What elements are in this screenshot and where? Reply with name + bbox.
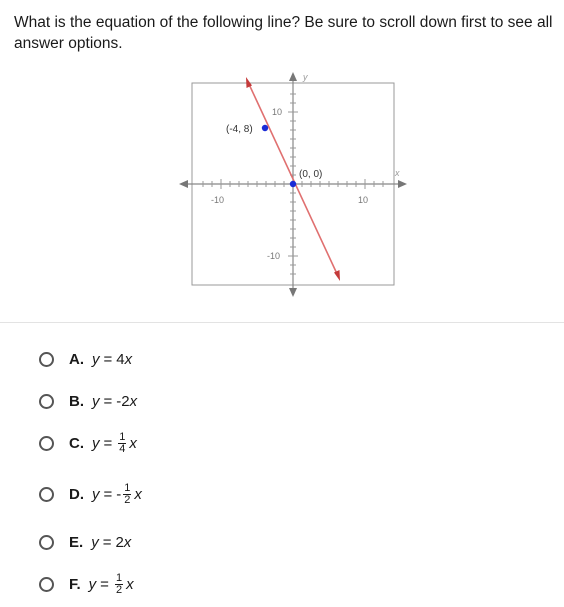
tick-label-x-neg10: -10 [211, 195, 225, 205]
eq-var: x [126, 575, 134, 593]
option-equation [89, 573, 134, 596]
point-a [262, 125, 268, 131]
option-e[interactable] [39, 527, 131, 557]
radio-button[interactable] [39, 487, 54, 502]
fraction-denominator: 2 [115, 583, 123, 596]
y-axis-bottom-arrow [289, 288, 297, 297]
option-letter: A. [69, 350, 84, 368]
graph-svg [176, 70, 412, 300]
option-letter: F. [69, 575, 81, 593]
eq-sign: = [103, 392, 113, 410]
option-c[interactable] [39, 428, 137, 458]
option-letter: C. [69, 434, 84, 452]
radio-button[interactable] [39, 394, 54, 409]
point-origin-label: (0, 0) [299, 169, 323, 180]
question-text: What is the equation of the following line? Be sure to scroll down first to see all answer options. [14, 14, 553, 52]
x-axis-right-arrow [398, 180, 407, 188]
eq-var: x [124, 350, 133, 368]
tick-label-y-neg10: -10 [267, 251, 281, 261]
y-axis-top-arrow [289, 72, 297, 81]
point-a-label: (-4, 8) [226, 124, 253, 135]
eq-sign: = [103, 485, 113, 503]
eq-var: x [134, 485, 142, 503]
option-letter: B. [69, 392, 84, 410]
tick-label-x-10: 10 [358, 195, 369, 205]
option-a[interactable] [39, 344, 132, 374]
divider [0, 322, 564, 323]
y-axis-label: y [303, 72, 308, 82]
eq-lhs: y [88, 575, 97, 593]
radio-button[interactable] [39, 535, 54, 550]
option-f[interactable] [39, 569, 134, 599]
eq-coef: 2 [115, 533, 124, 551]
option-letter: D. [69, 485, 84, 503]
line-arrow-bottom [334, 270, 340, 281]
eq-coef: 4 [116, 350, 125, 368]
eq-lhs: y [92, 392, 100, 410]
eq-sign: = [100, 575, 109, 593]
fraction-numerator: 1 [119, 430, 126, 443]
fraction-numerator: 1 [124, 481, 131, 494]
fraction-denominator: 2 [124, 493, 131, 506]
fraction-denominator: 4 [119, 442, 126, 455]
eq-var: x [129, 392, 138, 410]
eq-negative: - [116, 485, 122, 503]
eq-lhs: y [92, 485, 100, 503]
option-letter: E. [69, 533, 84, 551]
coordinate-graph [176, 70, 412, 300]
option-equation [92, 432, 137, 455]
fraction-numerator: 1 [115, 571, 123, 584]
eq-coef: -2 [116, 392, 130, 410]
eq-fraction [115, 573, 123, 596]
option-equation [92, 351, 132, 368]
x-axis-left-arrow [179, 180, 188, 188]
eq-sign: = [103, 434, 113, 452]
eq-lhs: y [92, 350, 100, 368]
option-d[interactable] [39, 479, 142, 509]
option-equation [92, 393, 137, 410]
option-equation [92, 483, 142, 506]
x-axis-label: x [395, 168, 400, 178]
eq-lhs: y [92, 434, 100, 452]
radio-button[interactable] [39, 577, 54, 592]
option-b[interactable] [39, 386, 137, 416]
radio-button[interactable] [39, 436, 54, 451]
tick-label-y-10: 10 [272, 107, 283, 117]
point-origin [290, 181, 296, 187]
radio-button[interactable] [39, 352, 54, 367]
option-equation [91, 534, 131, 551]
eq-var: x [129, 434, 137, 452]
eq-sign: = [102, 533, 112, 551]
eq-fraction [118, 432, 126, 455]
eq-lhs: y [91, 533, 99, 551]
eq-var: x [123, 533, 132, 551]
eq-sign: = [103, 350, 113, 368]
eq-fraction [123, 483, 131, 506]
